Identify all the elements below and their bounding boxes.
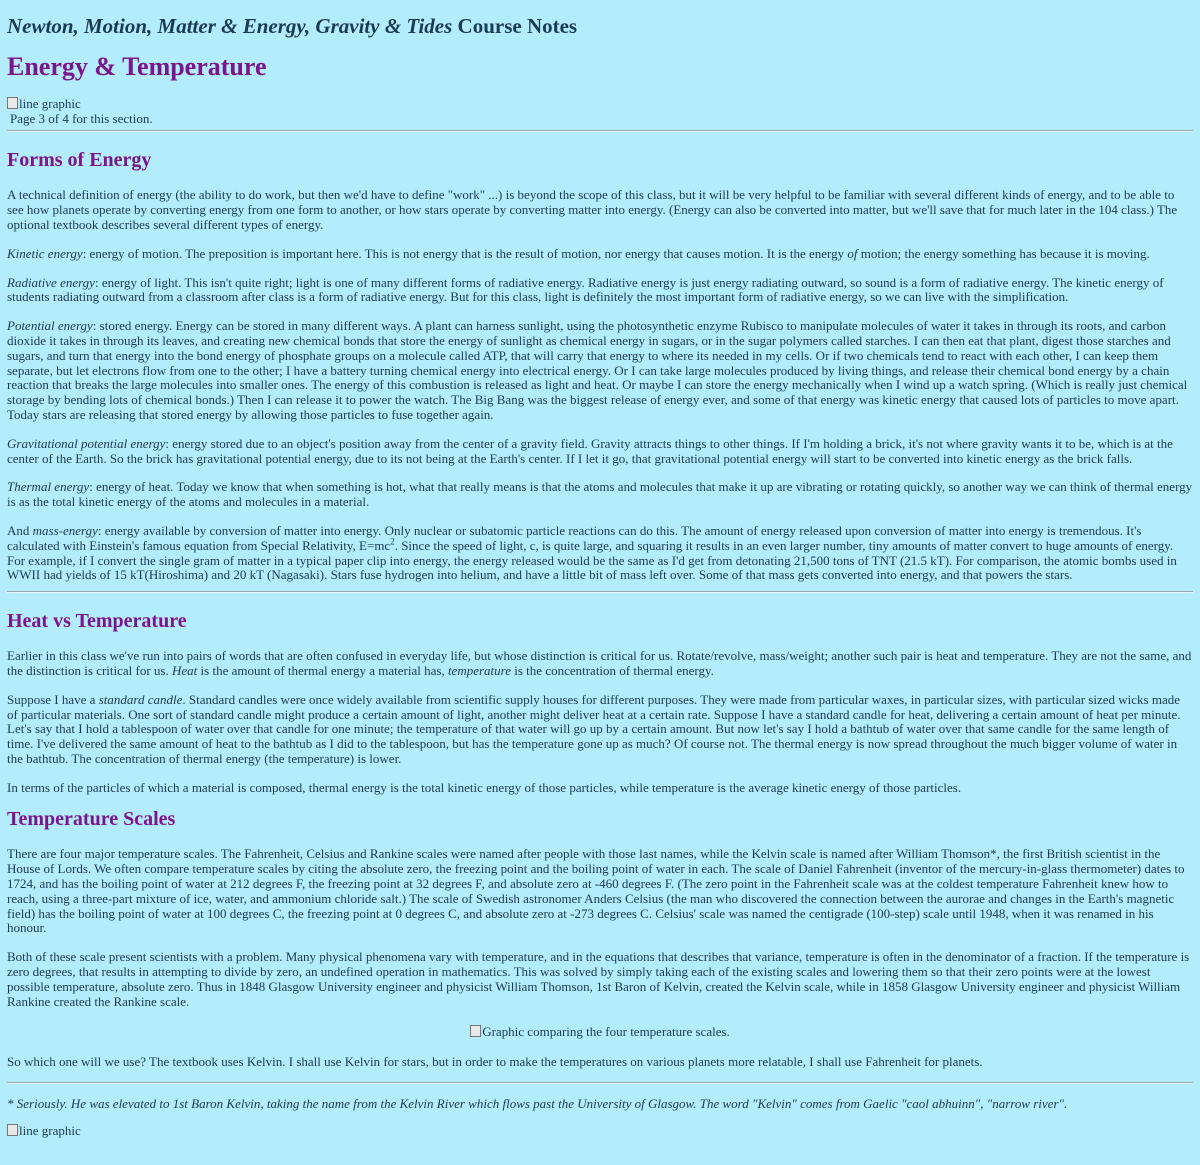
page-title: Energy & Temperature [7,52,267,82]
section-heading-scales: Temperature Scales [7,808,176,831]
section-heading-heat: Heat vs Temperature [7,610,187,633]
thermal-paragraph [7,480,1193,510]
heat-p2-b: . Standard candles were once widely available from scientific supply houses for different purposes. They were made from particular waxes, in particular sizes, with particular sized wicks made of particular materials. One sort of standard candle might produce a certain amount of light, another might deliver heat at a certain rate. Suppose I have a standard candle for heat, delivering a certain amount of heat per minute. Let's say that I hold a tablespoon of water over that candle for one minute; the temperature of that water will go up by a certain amount. But now let's say I hold a bathtub of water over that same candle for the same length of time. I've delivered the same amount of heat to the bathtub as I did to the tablespoon, but has the temperature gone up as much? Of course not. The thermal energy is now spread throughout the much bigger volume of water in the bathtub. The concentration of thermal energy (the temperature) is lower. [7,691,1181,766]
kinetic-paragraph [7,247,1193,262]
kinetic-text-b: motion; the energy something has because it is moving. [857,245,1150,261]
line-graphic-top [7,96,1193,111]
mass-energy-term: mass-energy [32,522,98,538]
divider [7,1082,1193,1084]
heat-p2-a: Suppose I have a [7,691,99,707]
heat-p1-b: is the amount of thermal energy a material has, [197,662,448,678]
divider [7,591,1193,593]
thermal-term: Thermal energy [7,479,90,495]
line-graphic-alt: line graphic [19,96,81,112]
temperature-scales-image [470,1024,730,1039]
course-title-topics: Newton, Motion, Matter & Energy, Gravity & Tides [7,14,453,38]
broken-image-icon [7,97,18,109]
mass-pre: And [7,522,33,538]
thermal-text: : energy of heat. Today we know that when something is hot, what that really means is that the atoms and molecules that make it up are vibrating or rotating quickly, so another way we can think of thermal energy is as the total kinetic energy of the atoms and molecules in a material. [7,479,1193,510]
standard-candle-term: standard candle [98,691,183,707]
mass-text-b: . Since the speed of light, c, is quite large, and squaring it results in an even larger number, tiny amounts of matter convert to huge amounts of energy. For example, if I convert the single gram of matter in a typical paper clip into energy, the energy released would be the same as I'd get from detonating 21,500 tons of TNT (21.5 kT). For comparison, the atomic bombs used in WWII had yields of 15 kT(Hiroshima) and 20 kT (Nagasaki). Stars fuse hydrogen into helium, and have a little bit of mass left over. Some of that mass gets converted into energy, and that powers the stars. [7,537,1177,583]
course-title-suffix: Course Notes [452,14,578,38]
heat-p1-c: is the concentration of thermal energy. [511,662,714,678]
kinetic-text-a: : energy of motion. The preposition is important here. This is not energy that is the result of motion, nor energy that causes motion. It is the energy [82,245,848,261]
section-heading-forms: Forms of Energy [7,149,152,172]
temperature-term: temperature [447,662,511,678]
temperature-scales-alt: Graphic comparing the four temperature scales. [482,1024,730,1040]
divider [7,130,1193,132]
heat-term: Heat [172,662,198,678]
scales-paragraph-2: Both of these scale present scientists with a problem. Many physical phenomena vary with temperature, and in the equations that describes that variance, temperature is often in the denominator of a fraction. If the temperature is zero degrees, that results in attempting to divide by zero, an undefined operation in mathematics. This was solved by simply taking each of the existing scales and lowering them so that their zero points were at the lowest possible temperature, absolute zero. Thus in 1848 Glasgow University engineer and physicist William Thomson, 1st Baron of Kelvin, created the Kelvin scale, while in 1858 Glasgow University engineer and physicist William Rankine created the Rankine scale. [7,949,1190,1009]
potential-term: Potential energy [7,318,93,334]
exponent: 2 [390,536,395,547]
potential-paragraph [7,319,1193,423]
broken-image-icon [470,1025,481,1037]
footnote: * Seriously. He was elevated to 1st Baron Kelvin, taking the name from the Kelvin River which flows past the University of Glasgow. The word "Kelvin" comes from Gaelic "caol abhuinn", "narrow river". [7,1096,1068,1112]
potential-text: : stored energy. Energy can be stored in many different ways. A plant can harness sunlight, using the photosynthetic enzyme Rubisco to manipulate molecules of water it takes in through its roots, and carbon dioxide it takes in through its leaves, and creating new chemical bonds that store the energy of sunlight as chemical energy in sugars, or in the sugar polymers called starches. I can then eat that plant, digest those starches and sugars, and turn that energy into the bond energy of phosphate groups on a molecule called ATP, that will carry that energy to where its needed in my cells. Or if two chemicals tend to react with each other, I can keep them separate, but let electrons flow from one to the other; I have a battery turning chemical energy into electrical energy. Or I can take large molecules produced by living things, and release their chemical bond energy by a chain reaction that breaks the large molecules into smaller ones. The energy of this combustion is released as light and heat. Or maybe I can store the energy mechanically when I wind up a watch spring. (Which is really just chemical storage by bending lots of chemical bonds.) Then I can release it to power the watch. The Big Bang was the biggest release of energy ever, and some of that energy was kinetic energy that caused lots of particles to move apart. Today stars are releasing that stored energy by allowing those particles to fuse together again. [7,318,1188,422]
mass-text-a: : energy available by conversion of matter into energy. Only nuclear or subatomic particle reactions can do this. The amount of energy released upon conversion of matter into energy is tremendous. It's calculated with Einstein's famous equation from Special Relativity, E=mc [7,522,1142,553]
page-indicator: Page 3 of 4 for this section. [10,111,153,127]
line-graphic-bottom [7,1123,1193,1138]
heat-paragraph-2 [7,693,1193,767]
broken-image-icon [7,1124,18,1136]
kinetic-term: Kinetic energy [7,245,83,261]
scales-paragraph-3: So which one will we use? The textbook uses Kelvin. I shall use Kelvin for stars, but in order to make the temperatures on various planets more relatable, I shall use Fahrenheit for planets. [7,1054,983,1070]
gravitational-paragraph [7,437,1193,467]
heat-p1-a: Earlier in this class we've run into pairs of words that are often confused in everyday life, but whose distinction is critical for us. Rotate/revolve, mass/weight; another such pair is heat and temperature. They are not the same, and the distinction is critical for us. [7,648,1192,678]
heat-paragraph-1 [7,649,1193,679]
line-graphic-alt-bottom: line graphic [19,1123,81,1139]
gravitational-term: Gravitational potential energy [7,435,166,451]
forms-intro: A technical definition of energy (the ability to do work, but then we'd have to define "work" ...) is beyond the scope of this class, but it will be very helpful to be familiar with several different kinds of energy, and to be able to see how planets operate by converting energy from one form to another, or how stars operate by converting matter into energy. (Energy can also be converted into matter, but we'll save that for much later in the 104 class.) The optional textbook describes several different types of energy. [7,187,1178,232]
course-title [7,14,1193,39]
radiative-paragraph [7,276,1193,306]
radiative-text: : energy of light. This isn't quite right; light is one of many different forms of radiative energy. Radiative energy is just energy radiating outward, so sound is a form of radiative energy. The kinetic energy of students radiating outward from a classroom after class is a form of radiative energy. But for this class, light is definitely the most important form of radiative energy, so we can live with the simplification. [7,274,1164,305]
radiative-term: Radiative energy [7,274,95,290]
scales-paragraph-1: There are four major temperature scales. The Fahrenheit, Celsius and Rankine scales were named after people with those last names, while the Kelvin scale is named after William Thomson*, the first British scientist in the House of Lords. We often compare temperature scales by citing the absolute zero, the freezing point and the boiling point of water in each. The scale of Daniel Fahrenheit (inventor of the mercury-in-glass thermometer) dates to 1724, and has the boiling point of water at 212 degrees F, the freezing point at 32 degrees F, and absolute zero at -460 degrees F. (The zero point in the Fahrenheit scale was at the coldest temperature Fahrenheit knew how to reach, using a three-part mixture of ice, water, and ammonium chloride salt.) The scale of Swedish astronomer Anders Celsius (the man who discovered the connection between the aurorae and changes in the Earth's magnetic field) has the boiling point of water at 100 degrees C, the freezing point at 0 degrees C, and absolute zero at -273 degrees C. Celsius' scale was named the centigrade (100-step) scale until 1948, when it was renamed in his honour. [7,846,1185,936]
gravitational-text: : energy stored due to an object's position away from the center of a gravity field. Gravity attracts things to other things. If I'm holding a brick, it's not where gravity wants it to be, which is at the center of the Earth. So the brick has gravitational potential energy, due to its not being at the Earth's center. If I let it go, that gravitational potential energy will start to be converted into kinetic energy as the brick falls. [7,435,1173,466]
kinetic-of: of [847,245,858,261]
temperature-scales-graphic [7,1023,1193,1041]
heat-paragraph-3: In terms of the particles of which a material is composed, thermal energy is the total kinetic energy of those particles, while temperature is the average kinetic energy of those particles. [7,779,962,795]
mass-energy-paragraph [7,524,1193,583]
